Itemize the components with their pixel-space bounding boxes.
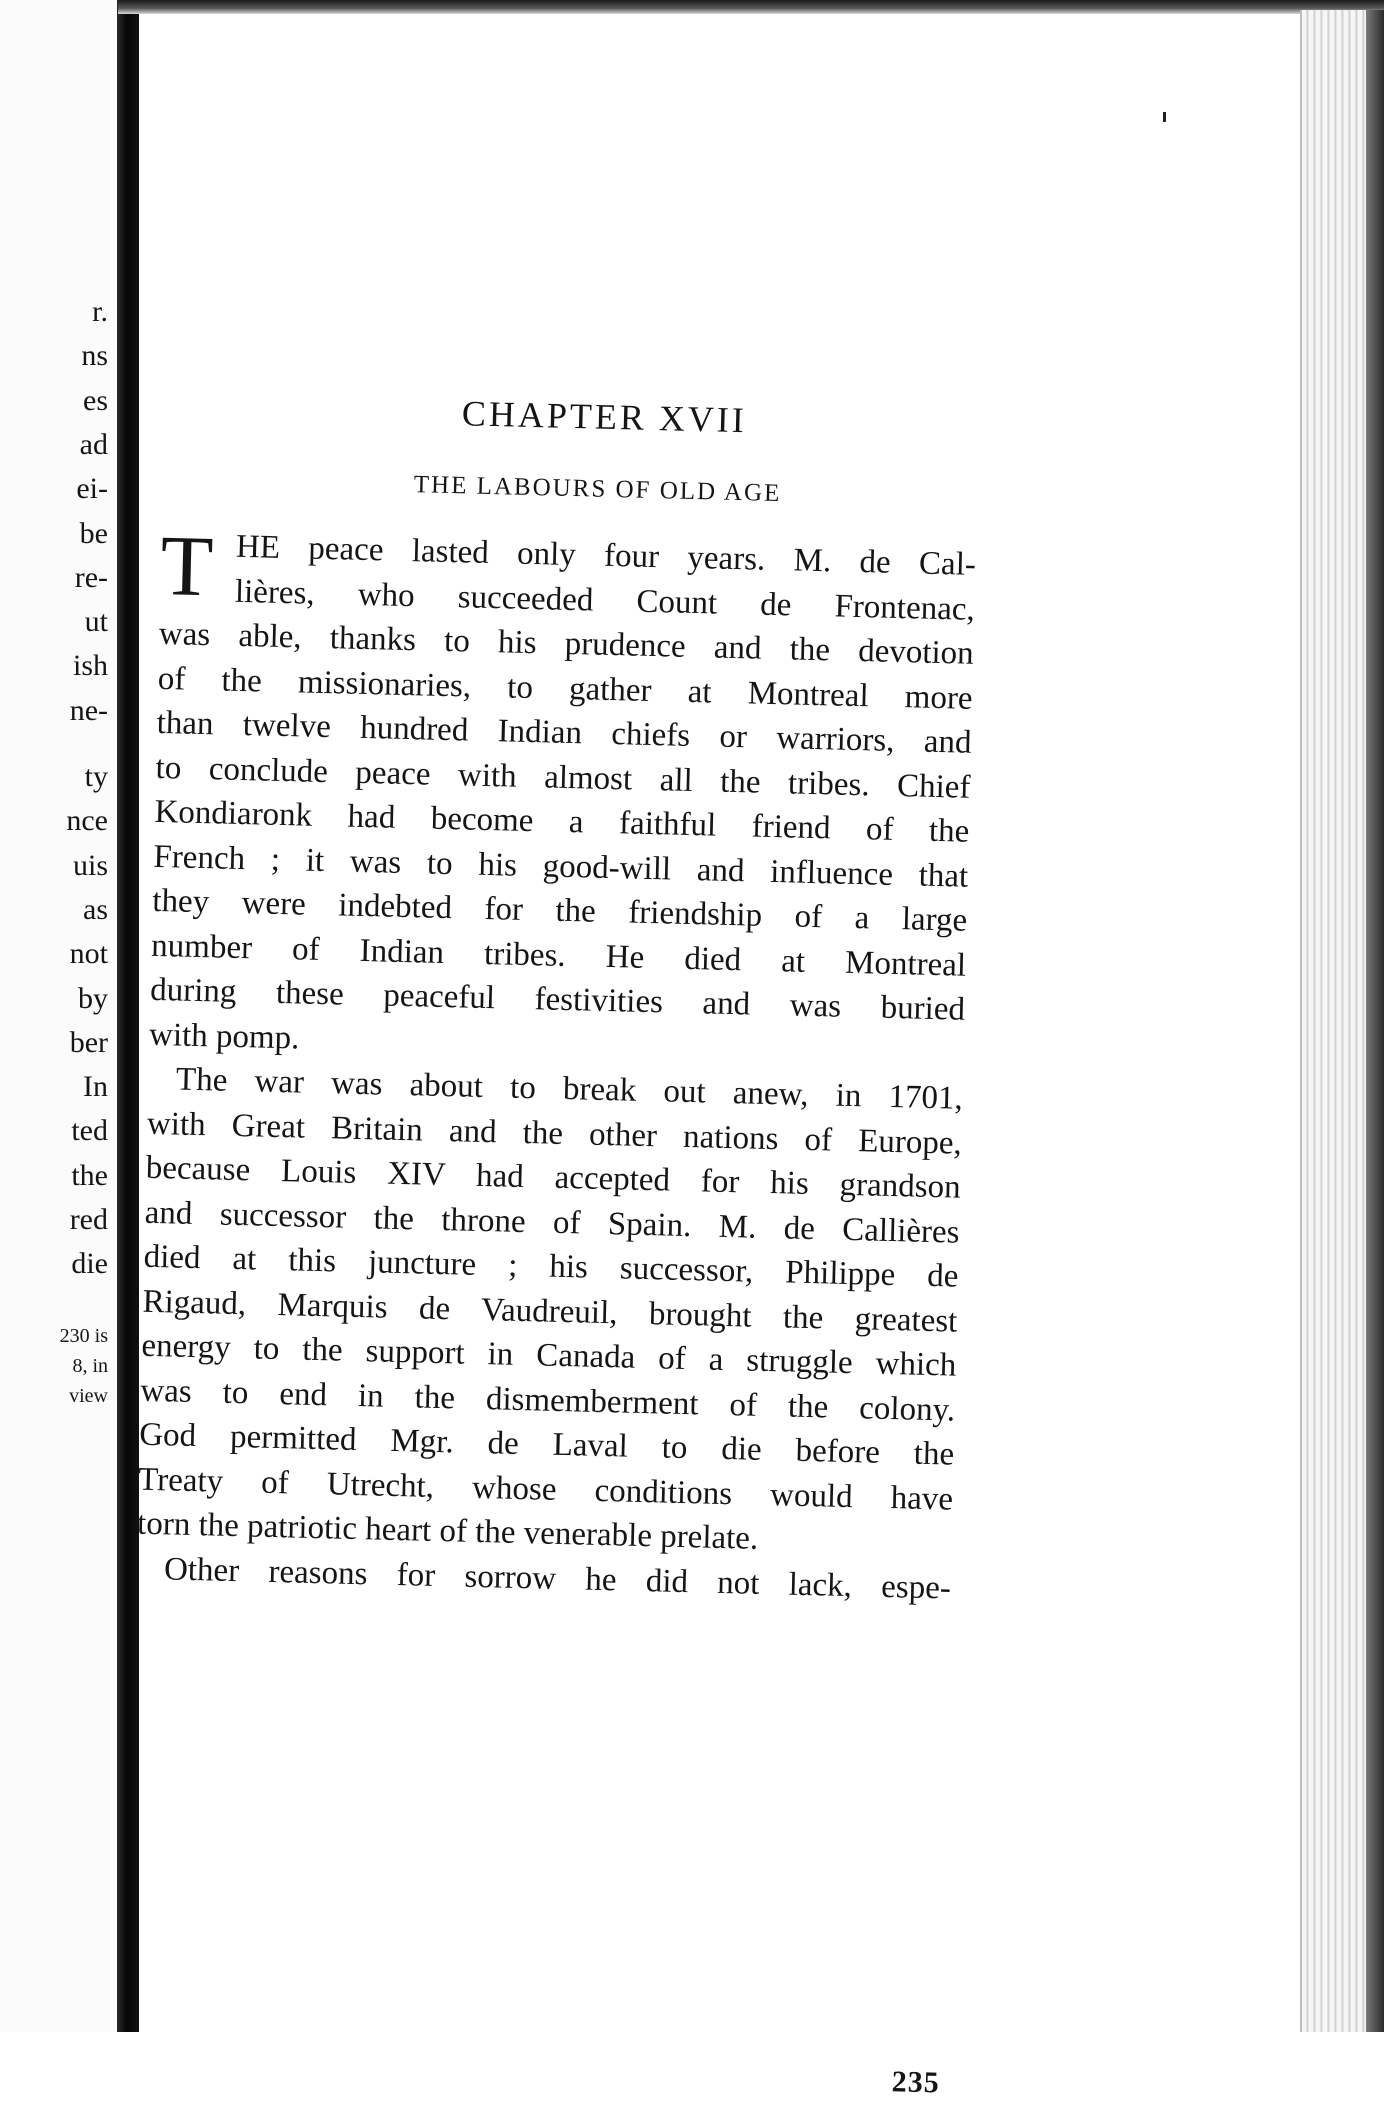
text-line: French ; it was to his good-will and influence that	[153, 838, 969, 895]
page-text-block	[136, 385, 1005, 2100]
facing-page-line: not	[69, 937, 108, 971]
facing-page-line: ad	[79, 427, 108, 461]
facing-page-line: ish	[72, 649, 108, 683]
text-line: Other reasons for sorrow he did not lack, espe-	[163, 1550, 952, 1607]
chapter-title: CHAPTER XVII	[461, 393, 748, 441]
drop-cap: T	[159, 516, 215, 615]
text-line: because Louis XIV had accepted for his grandson	[145, 1149, 962, 1206]
facing-page-line: ber	[69, 1025, 108, 1059]
text-line: during these peaceful festivities and was buried	[149, 971, 966, 1028]
facing-page-line: as	[83, 892, 108, 926]
facing-page-line: In	[83, 1070, 108, 1104]
facing-page-line: ne-	[69, 693, 108, 727]
text-line: The war was about to break out anew, in 1701,	[175, 1061, 964, 1117]
text-line: was to end in the dismemberment of the colony.	[139, 1372, 956, 1429]
facing-page-line: ut	[84, 605, 108, 639]
facing-page-footnote-line: 8, in	[72, 1354, 108, 1377]
facing-page-line: nce	[66, 804, 108, 838]
paragraph-2	[137, 1057, 989, 1567]
facing-page-line: re-	[74, 560, 108, 594]
facing-page-fragment	[0, 0, 118, 2032]
facing-page-line: ted	[71, 1114, 108, 1148]
text-line: lières, who succeeded Count de Frontenac,	[234, 573, 976, 628]
text-line: Rigaud, Marquis de Vaudreuil, brought the greatest	[142, 1283, 958, 1340]
text-line: torn the patriotic heart of the venerable prelate.	[136, 1505, 759, 1557]
paragraph-1	[148, 516, 1002, 1077]
page-number: 235	[891, 2065, 941, 2100]
book-cover-edge	[1366, 10, 1384, 2032]
text-line: to conclude peace with almost all the tribes. Chief	[155, 749, 971, 806]
facing-page-line: es	[83, 383, 108, 417]
text-line: with Great Britain and the other nations of Europe,	[146, 1105, 963, 1162]
facing-page-line: ei-	[76, 472, 108, 506]
facing-page-line: be	[79, 516, 108, 550]
facing-page-line: uis	[72, 848, 108, 882]
chapter-subtitle: THE LABOURS OF OLD AGE	[413, 471, 782, 508]
text-line: than twelve hundred Indian chiefs or warriors, and	[156, 704, 972, 761]
ink-mark	[1163, 112, 1166, 122]
facing-page-line: ns	[81, 339, 108, 373]
facing-page-line: the	[71, 1158, 108, 1192]
facing-page-line: die	[71, 1247, 108, 1281]
page-top-edge	[118, 0, 1384, 14]
facing-page-footnote-line: view	[69, 1384, 108, 1407]
text-line: Treaty of Utrecht, whose conditions would have	[137, 1461, 954, 1518]
facing-page-line: red	[69, 1203, 108, 1236]
book-gutter	[117, 0, 139, 2032]
facing-page-line: ty	[84, 760, 108, 793]
text-line: God permitted Mgr. de Laval to die before the	[138, 1416, 955, 1473]
text-line: energy to the support in Canada of a struggle which	[141, 1327, 957, 1384]
text-line: of the missionaries, to gather at Montreal more	[157, 660, 974, 717]
text-line: died at this juncture ; his successor, Philippe de	[143, 1238, 959, 1295]
text-line: they were indebted for the friendship of a large	[151, 882, 968, 939]
text-line: with pomp.	[148, 1016, 300, 1056]
facing-page-line: r.	[92, 295, 108, 328]
text-line: and successor the throne of Spain. M. de Callières	[144, 1194, 960, 1251]
text-line: Kondiaronk had become a faithful friend of the	[154, 793, 970, 850]
text-line: HE peace lasted only four years. M. de Cal-	[235, 528, 977, 583]
facing-page-line: by	[78, 981, 108, 1015]
text-line: number of Indian tribes. He died at Montreal	[150, 927, 967, 984]
text-line: was able, thanks to his prudence and the devotion	[158, 615, 975, 672]
facing-page-footnote-line: 230 is	[59, 1324, 108, 1347]
